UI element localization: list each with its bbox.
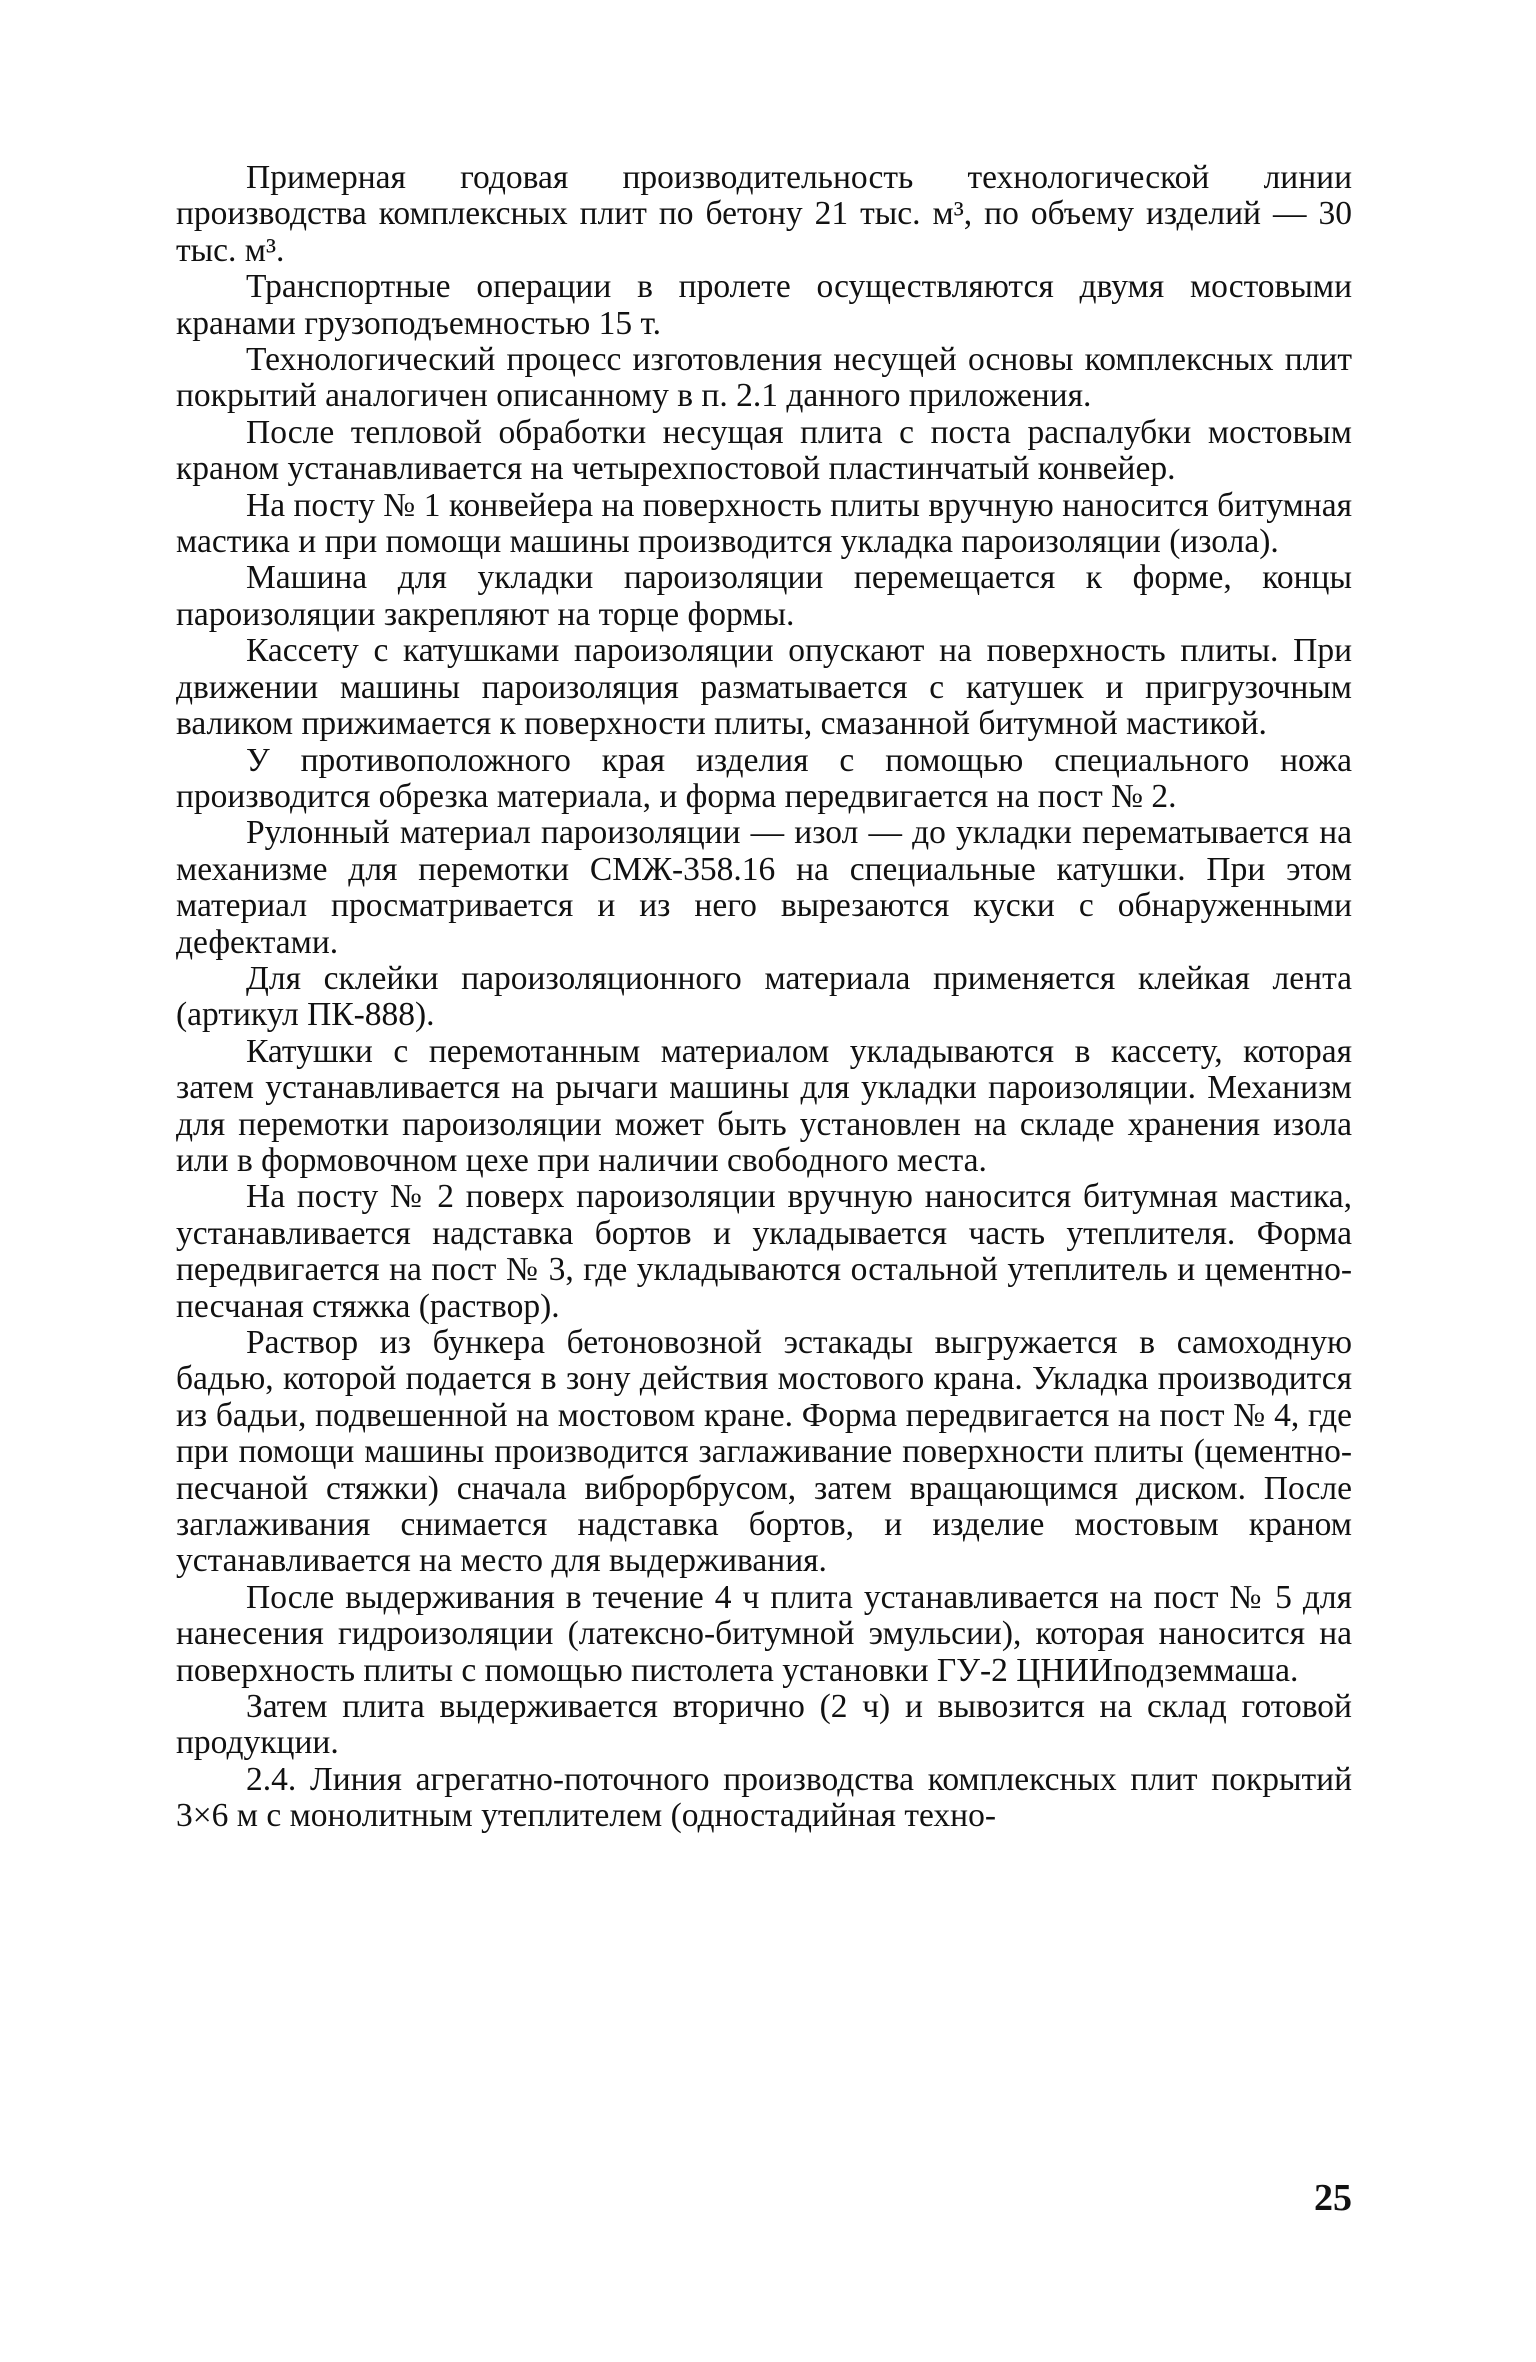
paragraph: Примерная годовая производительность технологической линии производства комплексных плит по бетону 21 тыс. м³, по объему изделий — 30 тыс. м³. — [176, 159, 1352, 269]
paragraph: Машина для укладки пароизоляции перемещается к форме, концы пароизоляции закрепляют на торце формы. — [176, 559, 1352, 633]
paragraph: Транспортные операции в пролете осуществляются двумя мостовыми кранами грузоподъемностью 15 т. — [176, 268, 1352, 342]
body-text — [176, 160, 1352, 1835]
paragraph: Раствор из бункера бетоновозной эстакады выгружается в самоходную бадью, которой подается в зону действия мостового крана. Укладка производится из бадьи, подвешенной на мостовом кране. Форма передвигается на пост № 4, где при помощи машины производится заглаживание поверхности плиты (цементно-песчаной стяжки) сначала виброрбрусом, затем вращающимся диском. После заглаживания снимается надставка бортов, и изделие мостовым краном устанавливается на место для выдерживания. — [176, 1324, 1352, 1580]
paragraph: Кассету с катушками пароизоляции опускают на поверхность плиты. При движении машины пароизоляция разматывается с катушек и пригрузочным валиком прижимается к поверхности плиты, смазанной битумной мастикой. — [176, 632, 1352, 743]
paragraph: После выдерживания в течение 4 ч плита устанавливается на пост № 5 для нанесения гидроизоляции (латексно-битумной эмульсии), которая наносится на поверхность плиты с помощью пистолета установки ГУ-2 ЦНИИподземмаша. — [176, 1578, 1352, 1689]
paragraph: У противоположного края изделия с помощью специального ножа производится обрезка материала, и форма передвигается на пост № 2. — [176, 741, 1352, 815]
paragraph: Для склейки пароизоляционного материала применяется клейкая лента (артикул ПК-888). — [176, 959, 1352, 1034]
paragraph: На посту № 2 поверх пароизоляции вручную наносится битумная мастика, устанавливается надставка бортов и укладывается часть утеплителя. Форма передвигается на пост № 3, где укладываются остальной утеплитель и цементно-песчаная стяжка (раствор). — [176, 1178, 1352, 1325]
section-heading-paragraph: 2.4. Линия агрегатно-поточного производства комплексных плит покрытий 3×6 м с монолитным утеплителем (одностадийная техно- — [176, 1760, 1352, 1835]
paragraph: Рулонный материал пароизоляции — изол — до укладки перематывается на механизме для перемотки СМЖ-358.16 на специальные катушки. При этом материал просматривается и из него вырезаются куски с обнаруженными дефектами. — [176, 814, 1352, 961]
paragraph: Затем плита выдерживается вторично (2 ч) и вывозится на склад готовой продукции. — [176, 1688, 1352, 1762]
paragraph: Катушки с перемотанным материалом укладываются в кассету, которая затем устанавливается на рычаги машины для укладки пароизоляции. Механизм для перемотки пароизоляции может быть установлен на складе хранения изола или в формовочном цехе при наличии свободного места. — [176, 1032, 1352, 1179]
paragraph: На посту № 1 конвейера на поверхность плиты вручную наносится битумная мастика и при помощи машины производится укладка пароизоляции (изола). — [176, 486, 1352, 561]
paragraph: Технологический процесс изготовления несущей основы комплексных плит покрытий аналогичен описанному в п. 2.1 данного приложения. — [176, 341, 1352, 415]
page-number: 25 — [1314, 2177, 1352, 2219]
paragraph: После тепловой обработки несущая плита с поста распалубки мостовым краном устанавливается на четырехпостовой пластинчатый конвейер. — [176, 413, 1352, 488]
